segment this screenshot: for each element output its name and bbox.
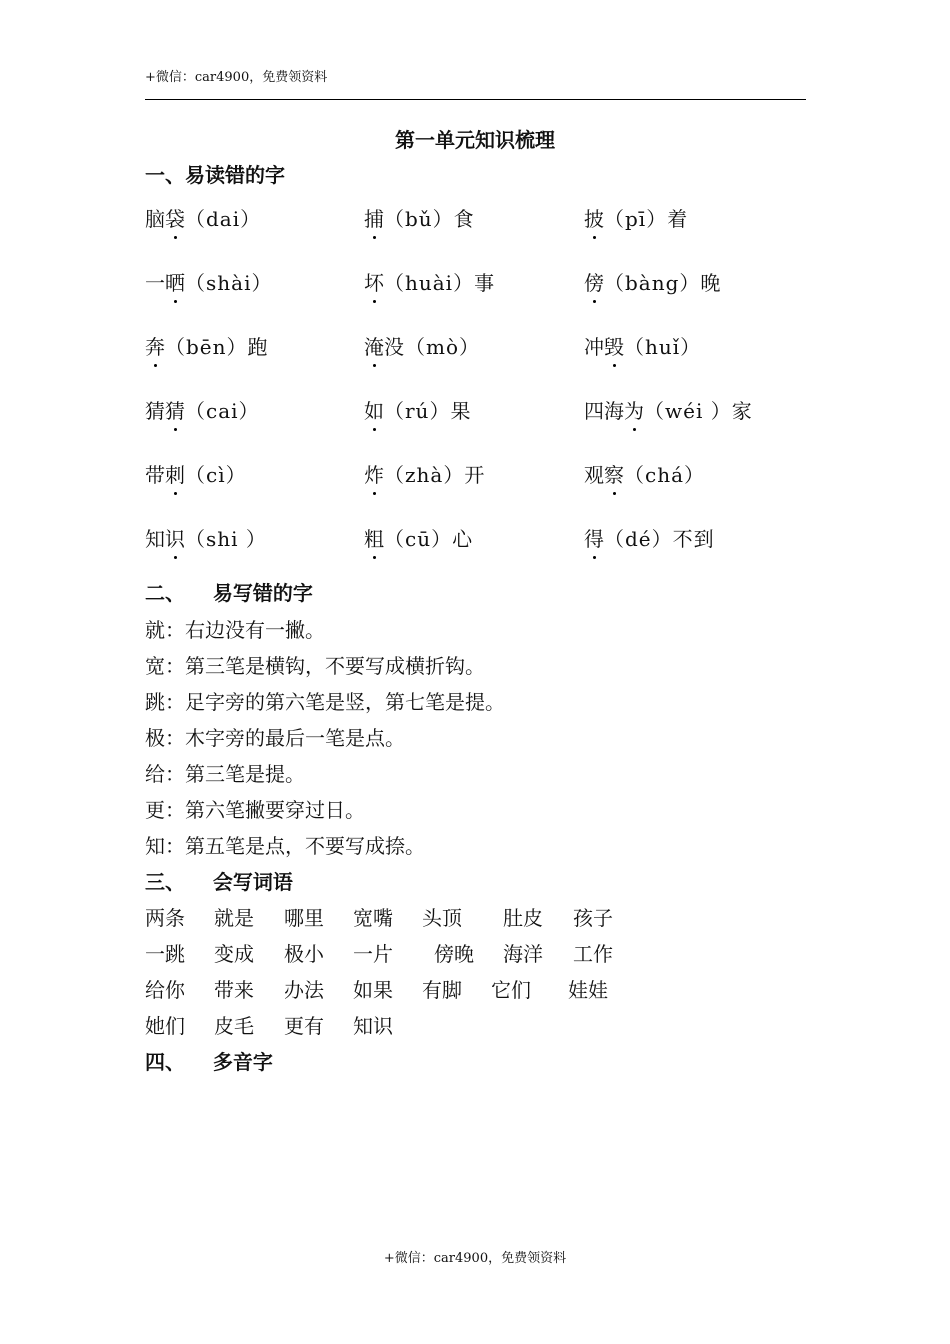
vocab-word: 傍晚 [434, 942, 474, 966]
vocab-word: 变成 [214, 942, 254, 966]
pinyin-row [145, 203, 825, 233]
vocab-word: 两条 [145, 906, 185, 930]
stroke-rule-line: 跳：足字旁的第六笔是竖，第七笔是提。 [145, 690, 505, 714]
vocab-row [145, 902, 825, 932]
vocab-word: 给你 [145, 978, 185, 1002]
vocab-word: 就是 [214, 906, 254, 930]
marked-character: 晒 [165, 267, 185, 296]
vocab-word: 带来 [214, 978, 254, 1002]
marked-character: 炸 [364, 459, 384, 488]
pinyin-text: 没（mò） [384, 335, 481, 359]
vocab-word: 哪里 [284, 906, 324, 930]
pinyin-item [145, 203, 261, 232]
item-prefix: 脑 [145, 207, 165, 231]
pinyin-item [364, 267, 495, 296]
pinyin-item [145, 331, 269, 360]
pinyin-item [364, 459, 485, 488]
stroke-rule-line: 极：木字旁的最后一笔是点。 [145, 726, 405, 750]
pinyin-text: （bàng）晚 [604, 271, 722, 295]
pinyin-text: （bǔ）食 [384, 207, 475, 231]
pinyin-text: （cì） [185, 463, 247, 487]
header-rule [145, 99, 806, 100]
stroke-rule-line: 给：第三笔是提。 [145, 762, 305, 786]
pinyin-text: （pī）着 [604, 207, 689, 231]
pinyin-text: （huài）事 [384, 271, 496, 295]
pinyin-text: （bēn）跑 [165, 335, 269, 359]
marked-character: 猜 [165, 395, 185, 424]
stroke-rule-line: 就：右边没有一撇。 [145, 618, 325, 642]
item-prefix: 知 [145, 527, 165, 551]
vocab-word: 肚皮 [503, 906, 543, 930]
vocab-word: 知识 [353, 1014, 393, 1038]
pinyin-item [584, 395, 753, 424]
marked-character: 识 [165, 523, 185, 552]
vocab-word: 办法 [284, 978, 324, 1002]
marked-character: 得 [584, 523, 604, 552]
marked-character: 袋 [165, 203, 185, 232]
pinyin-item [364, 203, 475, 232]
vocab-word: 头顶 [422, 906, 462, 930]
marked-character: 察 [604, 459, 624, 488]
vocab-word: 如果 [353, 978, 393, 1002]
pinyin-item [145, 459, 247, 488]
marked-character: 奔 [145, 331, 165, 360]
section3-heading: 三、 会写词语 [145, 870, 293, 894]
section1-heading: 一、易读错的字 [145, 163, 285, 187]
header-note: +微信：car4900，免费领资料 [145, 70, 328, 85]
vocab-word: 工作 [573, 942, 613, 966]
pinyin-text: （cū）心 [384, 527, 474, 551]
pinyin-item [364, 523, 473, 552]
item-prefix: 带 [145, 463, 165, 487]
pinyin-row [145, 523, 825, 553]
pinyin-item [145, 523, 267, 552]
pinyin-item [584, 331, 701, 360]
pinyin-row [145, 331, 825, 361]
vocab-word: 娃娃 [568, 978, 608, 1002]
vocab-word: 它们 [491, 978, 531, 1002]
marked-character: 刺 [165, 459, 185, 488]
pinyin-text: （shi ） [185, 527, 267, 551]
pinyin-text: （wéi ）家 [644, 399, 753, 423]
vocab-word: 一片 [353, 942, 393, 966]
item-prefix: 四海 [584, 399, 624, 423]
pinyin-text: （cai） [185, 399, 260, 423]
pinyin-item [145, 267, 272, 296]
section4-heading: 四、 多音字 [145, 1050, 273, 1074]
vocab-word: 海洋 [503, 942, 543, 966]
pinyin-text: （dé）不到 [604, 527, 715, 551]
marked-character: 捕 [364, 203, 384, 232]
pinyin-item [584, 203, 688, 232]
pinyin-item [364, 395, 471, 424]
marked-character: 毁 [604, 331, 624, 360]
pinyin-text: （shài） [185, 271, 273, 295]
vocab-word: 皮毛 [214, 1014, 254, 1038]
item-prefix: 猜 [145, 399, 165, 423]
marked-character: 坏 [364, 267, 384, 296]
item-prefix: 观 [584, 463, 604, 487]
pinyin-item [145, 395, 260, 424]
pinyin-item [364, 331, 480, 360]
vocab-row [145, 1010, 825, 1040]
marked-character: 粗 [364, 523, 384, 552]
stroke-rule-line: 更：第六笔撇要穿过日。 [145, 798, 365, 822]
item-prefix: 一 [145, 271, 165, 295]
stroke-rule-line: 宽：第三笔是横钩，不要写成横折钩。 [145, 654, 485, 678]
vocab-word: 她们 [145, 1014, 185, 1038]
pinyin-text: （dai） [185, 207, 262, 231]
marked-character: 淹 [364, 331, 384, 360]
pinyin-row [145, 267, 825, 297]
doc-title: 第一单元知识梳理 [395, 128, 555, 152]
vocab-word: 有脚 [422, 978, 462, 1002]
vocab-word: 更有 [284, 1014, 324, 1038]
marked-character: 如 [364, 395, 384, 424]
vocab-word: 一跳 [145, 942, 185, 966]
pinyin-item [584, 523, 715, 552]
pinyin-text: （zhà）开 [384, 463, 486, 487]
stroke-rule-line: 知：第五笔是点，不要写成捺。 [145, 834, 425, 858]
item-prefix: 冲 [584, 335, 604, 359]
pinyin-row [145, 459, 825, 489]
section2-heading: 二、 易写错的字 [145, 581, 313, 605]
pinyin-item [584, 267, 721, 296]
pinyin-text: （huǐ） [624, 335, 702, 359]
vocab-word: 极小 [284, 942, 324, 966]
marked-character: 为 [624, 395, 644, 424]
vocab-row [145, 974, 825, 1004]
footer-note: +微信：car4900，免费领资料 [383, 1251, 567, 1266]
marked-character: 披 [584, 203, 604, 232]
vocab-word: 宽嘴 [353, 906, 393, 930]
vocab-word: 孩子 [573, 906, 613, 930]
vocab-row [145, 938, 825, 968]
marked-character: 傍 [584, 267, 604, 296]
pinyin-text: （rú）果 [384, 399, 472, 423]
pinyin-text: （chá） [624, 463, 706, 487]
pinyin-item [584, 459, 705, 488]
pinyin-row [145, 395, 825, 425]
